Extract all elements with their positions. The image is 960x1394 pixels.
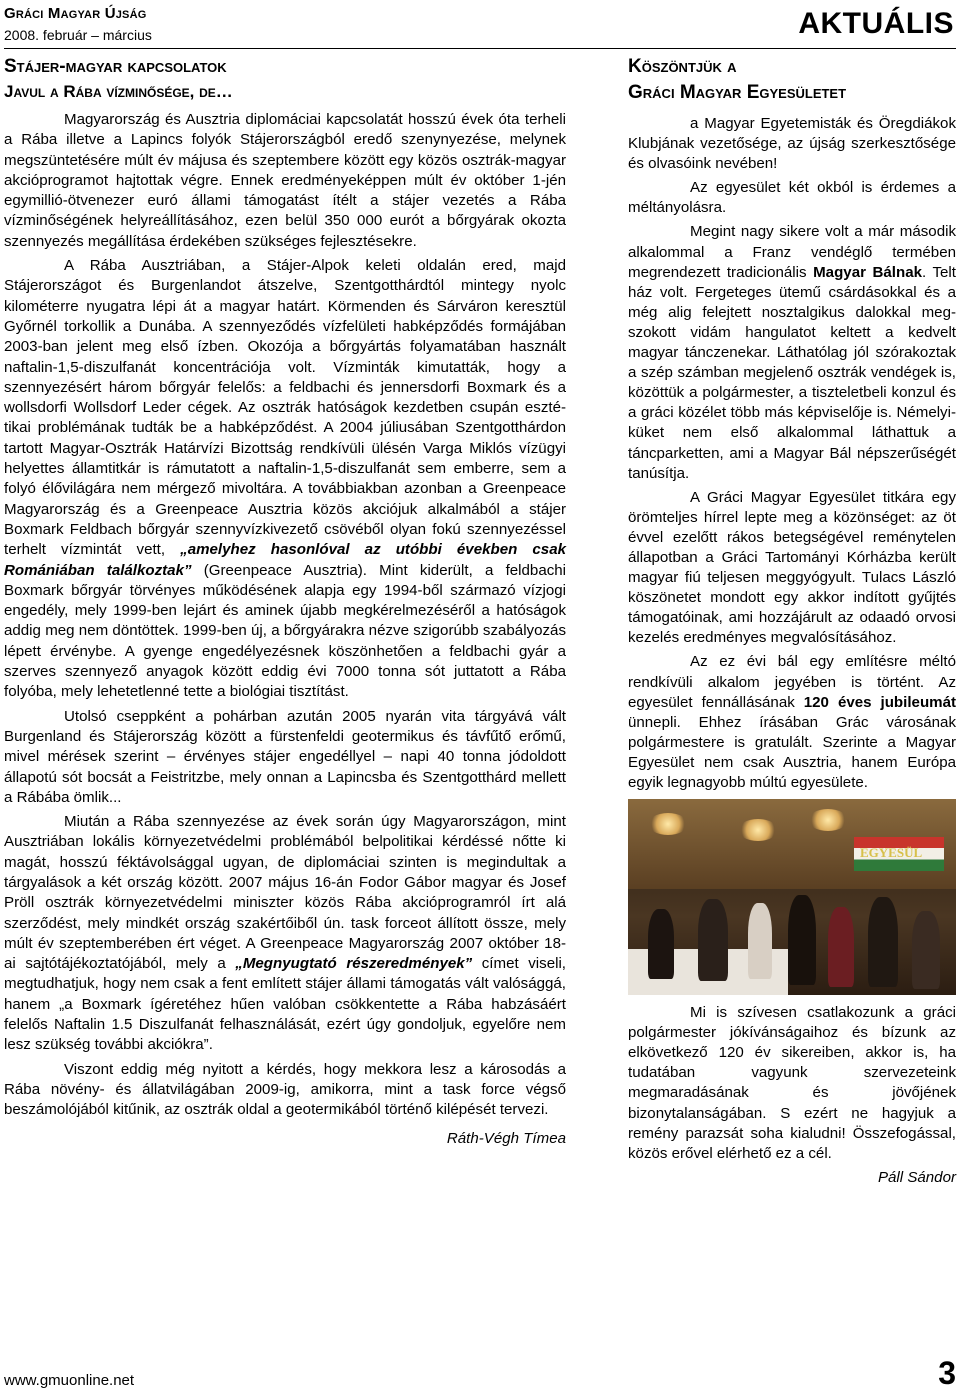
article-paragraph-3: Utolsó cseppként a pohárban azután 2005 nyarán vita tárgyává vált Burgenland és Stájerország között a fürstenfeldi geotermikus és távfűtő erőmű, mivel mérések szerint – érvényes stájer engedéllyel – napi 40 tonna jódoldott állapotú sót bocsát a Feistritzbe, mely onnan a Lapincsba és Szentgotthárd mellett a Rábába ömlik... [4,707,566,806]
chandelier-icon [808,809,848,831]
dancer-figure [648,909,674,979]
press-release-title: „Megnyugtató részeredmények” [235,955,473,973]
header-rule [4,48,956,49]
sidebar-paragraph-4: A Gráci Magyar Egyesület titkára egy örömteljes hírrel lepte meg a közönséget: az öt évvel ezelőtt rákos betegségével reménytelen állapotban a Gráci Tartományi Kórházba került magyar fiú teljesen meggyógyult. Tulacs László köszönetet mondott egy akkor indított gyűjtés támogatóinak, ami hozzájárult az odaadó orvosi kezelés eredményes megvalósításához. [628,488,956,647]
sidebar-paragraph-6: Mi is szívesen csatlakozunk a gráci polgármester jókívánságaihoz és bízunk az elkövetkező 120 év sikereiben, akkor is, ha tudatában vagyunk szervezeteink megmaradásának és jövőjének bizonytalanságában. S ezért ne hagyjuk a remény parazsát soha kialudni! Összefogással, közös erővel elérhető ez a cél. [628,1004,956,1162]
sidebar-paragraph-2: Az egyesület két okból is érdemes a méltányolásra. [628,179,956,217]
sidebar-article-column [628,54,956,1192]
article-paragraph-1: Magyarország és Ausztria diplomáciai kapcsolatát hosszú évek óta terheli a Rába illetve a Lapincs folyók Stájerországból eredő szenynyezése, melynek megszüntetésére múlt év májusa és szeptembere között egy közös osztrák-magyar akcióprogramot hajtottak végre. Ennek eredményeképpen múlt év október 1-jén egymillió-ötvenezer euró állami támogatást ítélt a stájer vezetés a Rába vízminőségének helyreállításához, ezen belül 350 000 eurót a bőrgyárak okozta szennyezés megállítása érdekében szükséges fejlesztésekre. [4,111,566,250]
article-signature: Ráth-Végh Tímea [446,1129,566,1147]
dancer-figure [912,911,940,989]
article-paragraph-4 [4,812,566,1056]
sidebar-title-line-1: Köszöntjük a [628,56,737,77]
ball-name: Magyar Bálnak [813,263,923,281]
chandelier-icon [738,819,778,841]
ball-photo [628,799,956,995]
dancer-figure [788,895,816,985]
sidebar-title [628,54,956,106]
article-paragraph-2-tail: (Greenpeace Ausztria). Mint kiderült, a feldbachi Boxmark bőrgyár törvényes működésének alapja egy 1994-ből származó vízjogi engedély, mely 1999-ben lejárt és aminek újabb megkérelmezéséről a hatóságok addig meg nem döntöttek. 1999-ben új, a bőrgyárakra nézve szigorúbb szabályozás lépett érvénybe. A gyenge engedélyezésnek köszönhetően a feldbachi gyár a szerves szennyező anyagok között eddig évi 7000 tonna sót juttatott a Rába folyóba, mely lehetetlenné tette a biológiai tisztítást. [4,561,567,701]
dancer-figure [748,903,772,979]
chandelier-icon [648,813,688,835]
sidebar-paragraph-3-b: . Telt ház volt. Fergeteges ütemű csárdásokkal és a még alig felejtett nosztalgikus dalokkal megszokott vidám hangulatot keltett a kedvelt magyar tánczenekar. Láthatólag jól szórakoztak a szép számban megjelenő osztrák vendégek is, közöttük a polgármester, a tiszteletbeli konzul és a gráci közélet több más képviselője is. Némelyiküket nem első alkalommal láthattuk a táncparketten, ami a Magyar Bál népszerűségét tanúsítja. [628,263,956,482]
jubilee-text: 120 éves jubileumát [803,693,956,711]
dancer-figure [828,907,854,987]
article-paragraph-2-text: A Rába Ausztriában, a Stájer-Alpok keleti oldalán ered, majd Stájerországot és Burgenlandot átszelve, Szentgotthárdtól mintegy nyolc kilométerre nyugatra lépi át a magyar határt. Körmenden és Sárváron keresztül Győrnél torkollik a Dunába. A szennyeződés vízfelületi habképződés formájában 2003-ban jelent meg első ízben. Okozója a bőrgyártás folyamatában használt naftalin-1,5-diszulfanát koncentrációja volt. Vízminták kimutatták, hogy a szennyezésért három bőrgyár felelős: a feldbachi és jennersdorfi Boxmark és a wollsdorfi Wollsdorf Leder cégek. Az osztrák hatóságok kezdetben csupán esztétikai problémának tudták be a habképződést. A 2004 júliusában Szentgotthárdon tartott Magyar-Osztrák Határvízi Bizottság rendkívüli ülésén Varga Miklós vízügyi helyettes államtitkár is rámutatott a naftalin-1,5-diszulfanát sem emberre, sem a folyó élővilágára nem mérgező mivoltára. A továbbiakban azonban a Greenpeace Magyarország és a Greenpeace Ausztria közös akciójuk alkalmából a stájer Boxmark Feldbach bőrgyár szennyvízkivezető csövéből olyan fokú szennyezéssel terhelt vízmintát vett, [4,257,566,559]
dancer-figure [698,899,728,981]
issue-date: 2008. február – március [4,27,152,43]
article-title: Javul a Rába vízminősége, de… [4,82,233,101]
tricolor-banner [854,837,944,871]
article-paragraph-2 [4,256,566,703]
article-paragraph-4-tail: címet viseli, megtudhatjuk, hogy nem csak a fent említett stájer állami támogatás vált valósággá, hanem „a Boxmark ígéretéhez hűen valóban csökkentette a Rába habzásáért felelős Naftalin 1.5 Diszulfanát felhasználását, ezért úgy gondoljuk, egyelőre nem lesz szükség további akciókra”. [4,955,566,1054]
sidebar-signature: Páll Sándor [877,1168,956,1186]
sidebar-paragraph-3-a: Megint nagy sikere volt a már második alkalommal a Franz vendéglő termében megrendezett tradicionális [628,223,956,281]
section-title: Stájer-magyar kapcsolatok [4,56,227,77]
sidebar-paragraph-5 [628,652,956,793]
page-header [4,3,956,49]
section-heading: AKTUÁLIS [798,7,954,40]
sidebar-title-line-2: Gráci Magyar Egyesületet [628,82,847,103]
page-number: 3 [938,1355,956,1391]
sidebar-paragraph-5-b: ünnepli. Ehhez írásában Grác városának polgármestere is gratulált. Szerinte a Magyar Egyesület nem csak Ausztria, hanem Európa egyik legnagyobb múltú egyesülete. [628,713,956,791]
sidebar-paragraph-3 [628,222,956,483]
publication-title: Gráci Magyar Újság [4,5,147,22]
banner-text: EGYESÜL [860,845,923,861]
main-article-column [4,54,566,1153]
sidebar-paragraph-5-a: Az ez évi bál egy említésre méltó rendkívüli alkalom jegyében is történt. Az egyesület fennállásának [628,653,956,711]
greenpeace-quote: „amelyhez hasonlóval az utóbbi években csak Romániában találkoztak” [4,541,566,579]
article-paragraph-4-text: Miután a Rába szennyezése az évek során úgy Magyarországon, mint Ausztriában lokális környezetvédelmi problémából belpolitikai kérdéssé nőtte ki magát, hosszú féktávolsággal ugyan, de diplomáciai szinten is megindultak a tárgyalások a két ország között. 2007 május 16-án Fodor Gábor magyar és Josef Pröll osztrák környezetvédelmi miniszter közös Rába akcióprogramról írt alá szerződést, mely mindkét ország szakértőiből ún. task forceot állított össze, mely múlt év szeptemberében ért véget. A Greenpeace Magyarország 2007 október 18-ai sajtótájékoztatójából, mely a [4,813,566,973]
sidebar-paragraph-1: a Magyar Egyetemisták és Öregdiákok Klubjának vezetősége, az újság szerkesztősége és olvasóink nevében! [628,115,956,173]
footer-url[interactable]: www.gmuonline.net [4,1372,135,1389]
article-paragraph-5: Viszont eddig még nyitott a kérdés, hogy mekkora lesz a károsodás a Rába növény- és állatvilágában 2009-ig, amikorra, mint a task force végső beszámolójából kitűnik, az osztrák oldal a geotermikából történő kilépését tervezi. [4,1060,566,1119]
dancer-figure [868,897,898,987]
